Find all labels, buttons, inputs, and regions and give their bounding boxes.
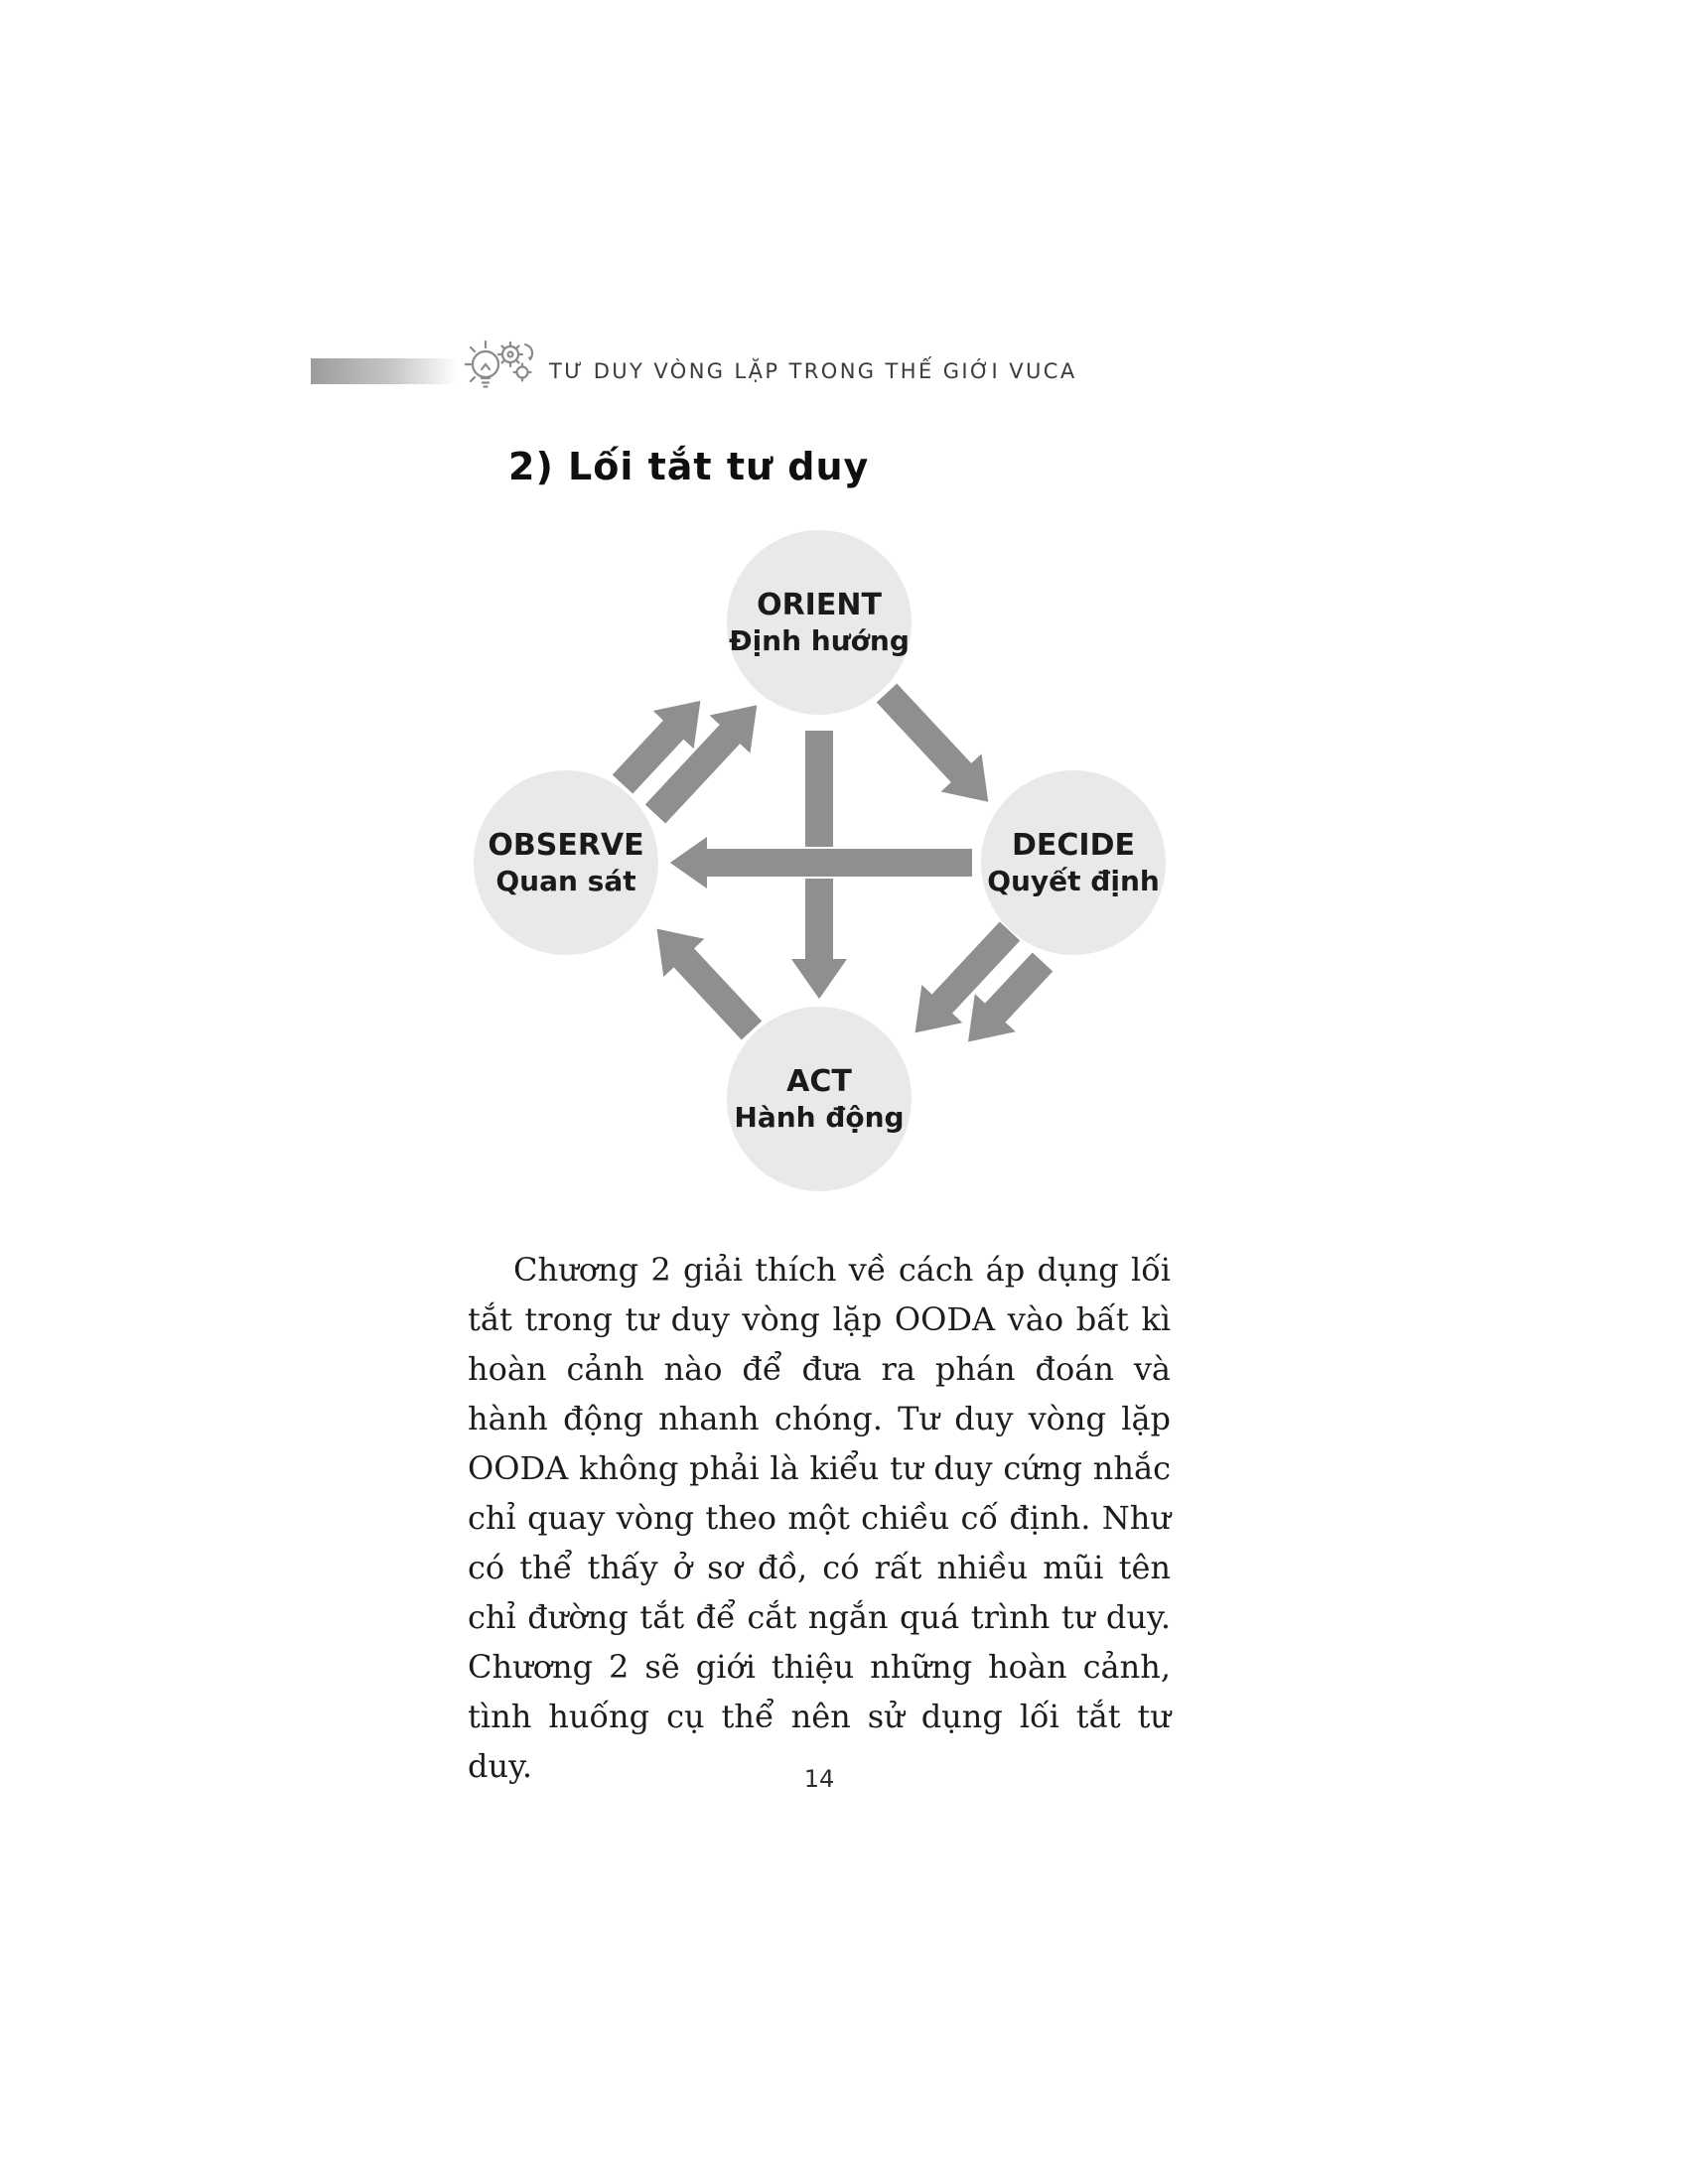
arrow-orient-to-decide [867, 674, 1009, 821]
node-act-label-vi: Hành động [734, 1101, 905, 1134]
node-orient-label-en: ORIENT [757, 588, 882, 622]
body-paragraph: Chương 2 giải thích về cách áp dụng lối tắt trong tư duy vòng lặp OODA vào bất kì hoàn cảnh nào để đưa ra phán đoán và hành động nhanh chóng. Tư duy vòng lặp OODA không phải là kiểu tư duy cứng nhắc chỉ quay vòng theo một chiều cố định. Như có thể thấy ở sơ đồ, có rất nhiều mũi tên chỉ đường tắt để cắt ngắn quá trình tư duy. Chương 2 sẽ giới thiệu những hoàn cảnh, tình huống cụ thể nên sử dụng lối tắt tư duy. [468, 1251, 1171, 1785]
node-act [727, 1007, 912, 1191]
header-gradient-bar [311, 358, 458, 384]
section-heading: 2) Lối tắt tư duy [508, 445, 870, 488]
node-observe-label-vi: Quan sát [495, 865, 636, 897]
page-number: 14 [803, 1765, 835, 1793]
node-decide-label-vi: Quyết định [987, 865, 1160, 897]
node-decide-label-en: DECIDE [1012, 828, 1135, 863]
node-orient [727, 530, 912, 715]
arrow-observe-to-orient-short [603, 682, 721, 803]
node-decide [981, 770, 1166, 955]
node-orient-label-vi: Định hướng [729, 624, 910, 657]
arrow-act-to-observe [636, 910, 772, 1050]
running-header [311, 343, 1077, 399]
lightbulb-gears-icon [462, 339, 537, 404]
header-title: TƯ DUY VÒNG LẶP TRONG THẾ GIỚI VUCA [549, 359, 1077, 383]
node-observe [474, 770, 658, 955]
ooda-diagram [442, 516, 1196, 1211]
node-observe-label-en: OBSERVE [488, 828, 644, 863]
node-act-label-en: ACT [786, 1064, 852, 1099]
